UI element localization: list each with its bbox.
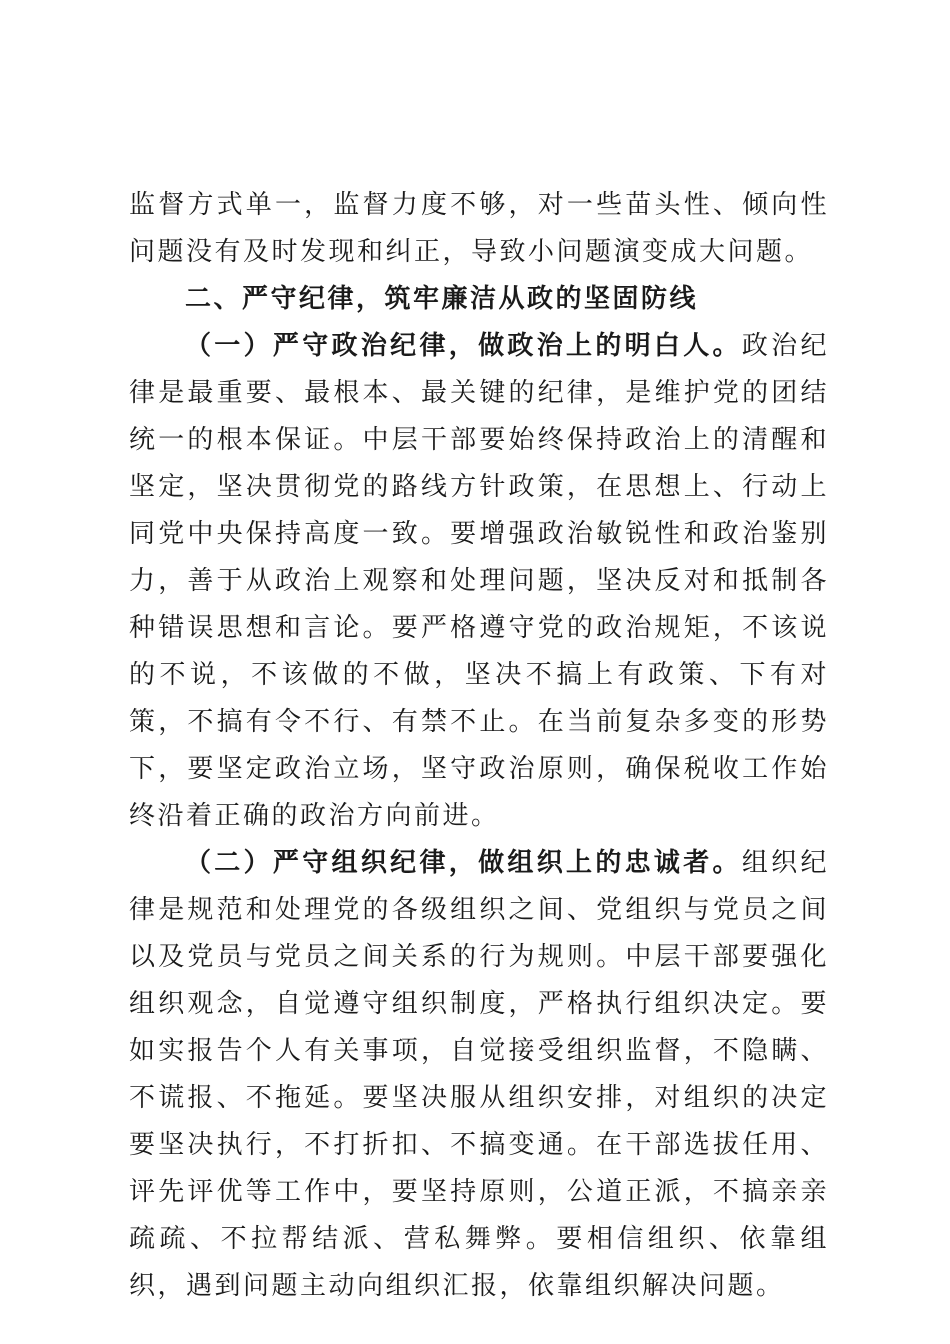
paragraph-text: 政治纪律是最重要、最根本、最关键的纪律，是维护党的团结统一的根本保证。中层干部要始终保持政治上的清醒和坚定，坚决贯彻党的路线方针政策，在思想上、行动上同党中央保持高度一致。要增强政治敏锐性和政治鉴别力，善于从政治上观察和处理问题，坚决反对和抵制各种错误思想和言论。要严格遵守党的政治规矩，不该说的不说，不该做的不做，坚决不搞上有政策、下有对策，不搞有令不行、有禁不止。在当前复杂多变的形势下，要坚定政治立场，坚守政治原则，确保税收工作始终沿着正确的政治方向前进。 — [129, 331, 829, 831]
paragraph-lead: （一）严守政治纪律，做政治上的明白人。 — [185, 331, 742, 361]
paragraph-lead: （二）严守组织纪律，做组织上的忠诚者。 — [185, 848, 742, 878]
paragraph-continuation — [129, 182, 829, 276]
paragraph-organizational-discipline — [129, 840, 829, 1310]
paragraph-political-discipline — [129, 323, 829, 840]
section-heading — [129, 276, 829, 323]
document-body — [129, 182, 829, 1310]
section-heading-text: 二、严守纪律，筑牢廉洁从政的坚固防线 — [185, 284, 699, 314]
paragraph-text: 监督方式单一，监督力度不够，对一些苗头性、倾向性问题没有及时发现和纠正，导致小问题演变成大问题。 — [129, 190, 829, 267]
paragraph-text: 组织纪律是规范和处理党的各级组织之间、党组织与党员之间以及党员与党员之间关系的行为规则。中层干部要强化组织观念，自觉遵守组织制度，严格执行组织决定。要如实报告个人有关事项，自觉接受组织监督，不隐瞒、不谎报、不拖延。要坚决服从组织安排，对组织的决定要坚决执行，不打折扣、不搞变通。在干部选拔任用、评先评优等工作中，要坚持原则，公道正派，不搞亲亲疏疏、不拉帮结派、营私舞弊。要相信组织、依靠组织，遇到问题主动向组织汇报，依靠组织解决问题。 — [129, 848, 829, 1301]
